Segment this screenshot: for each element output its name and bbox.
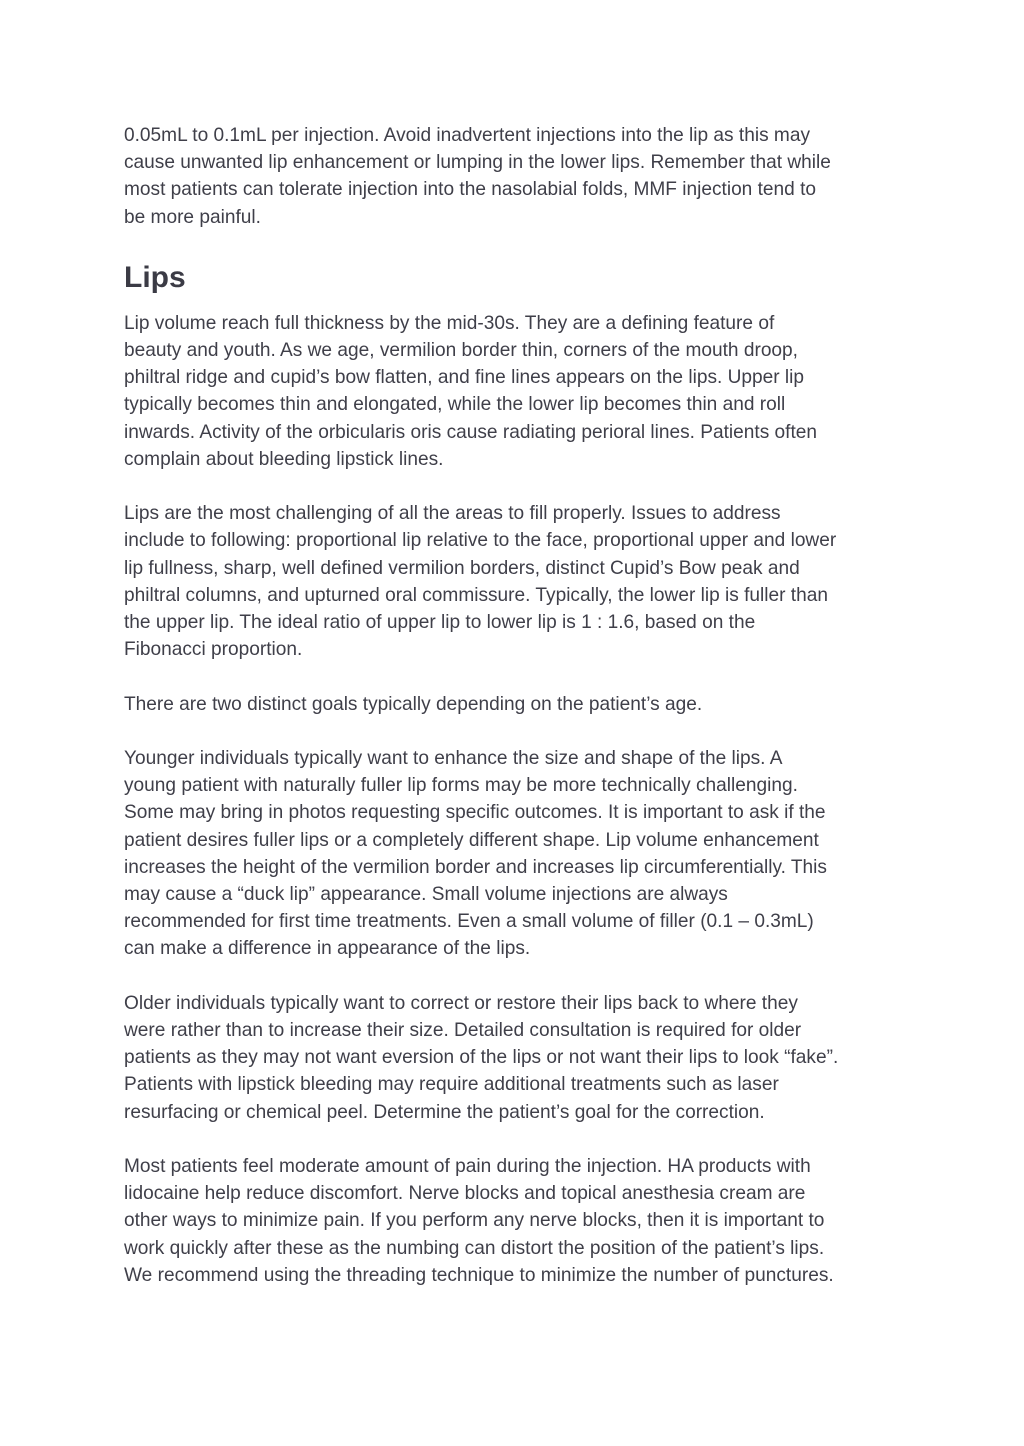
paragraph-spacer <box>124 663 904 690</box>
paragraph-pain-management: Most patients feel moderate amount of pain during the injection. HA products with lidocaine help reduce discomfort. Nerve blocks and topical anesthesia cream are other ways to minimize pain. If you perform any nerve blocks, then it is important to work quickly after these as the numbing can distort the position of the patient’s lips. We recommend using the threading technique to minimize the number of punctures. <box>124 1156 834 1286</box>
intro-paragraph: 0.05mL to 0.1mL per injection. Avoid inadvertent injections into the lip as this may cause unwanted lip enhancement or lumping in the lower lips. Remember that while most patients can tolerate injection into the nasolabial folds, MMF injection tend to be more painful. <box>124 125 831 228</box>
paragraph-older-individuals: Older individuals typically want to correct or restore their lips back to where they were rather than to increase their size. Detailed consultation is required for older patients as they may not want eversion of the lips or not want their lips to look “fake”. Patients with lipstick bleeding may require additional treatments such as laser resurfacing or chemical peel. Determine the patient’s goal for the correction. <box>124 992 839 1123</box>
section-heading-lips: Lips <box>124 260 186 294</box>
paragraph-lip-challenges: Lips are the most challenging of all the areas to fill properly. Issues to address include to following: proportional lip relative to the face, proportional upper and lower lip fullness, sharp, well defined vermilion borders, distinct Cupid’s Bow peak and philtral columns, and upturned oral commissure. Typically, the lower lip is fuller than the upper lip. The ideal ratio of upper lip to lower lip is 1 : 1.6, based on the Fibonacci proportion. <box>124 503 837 661</box>
paragraph-spacer <box>124 718 904 745</box>
paragraph-spacer <box>124 963 904 990</box>
paragraph-two-goals: There are two distinct goals typically depending on the patient’s age. <box>124 693 703 715</box>
document-page <box>124 122 904 1289</box>
paragraph-younger-individuals: Younger individuals typically want to enhance the size and shape of the lips. A young patient with naturally fuller lip forms may be more technically challenging. Some may bring in photos requesting specific outcomes. It is important to ask if the patient desires fuller lips or a completely different shape. Lip volume enhancement increases the height of the vermilion border and increases lip circumferentially. This may cause a “duck lip” appearance. Small volume injections are always recommended for first time treatments. Even a small volume of filler (0.1 – 0.3mL) can make a difference in appearance of the lips. <box>124 748 827 960</box>
paragraph-lip-aging: Lip volume reach full thickness by the mid-30s. They are a defining feature of beauty and youth. As we age, vermilion border thin, corners of the mouth droop, philtral ridge and cupid’s bow flatten, and fine lines appears on the lips. Upper lip typically becomes thin and elongated, while the lower lip becomes thin and roll inwards. Activity of the orbicularis oris cause radiating perioral lines. Patients often complain about bleeding lipstick lines. <box>124 312 818 470</box>
paragraph-spacer <box>124 1126 904 1153</box>
paragraph-spacer <box>124 473 904 500</box>
